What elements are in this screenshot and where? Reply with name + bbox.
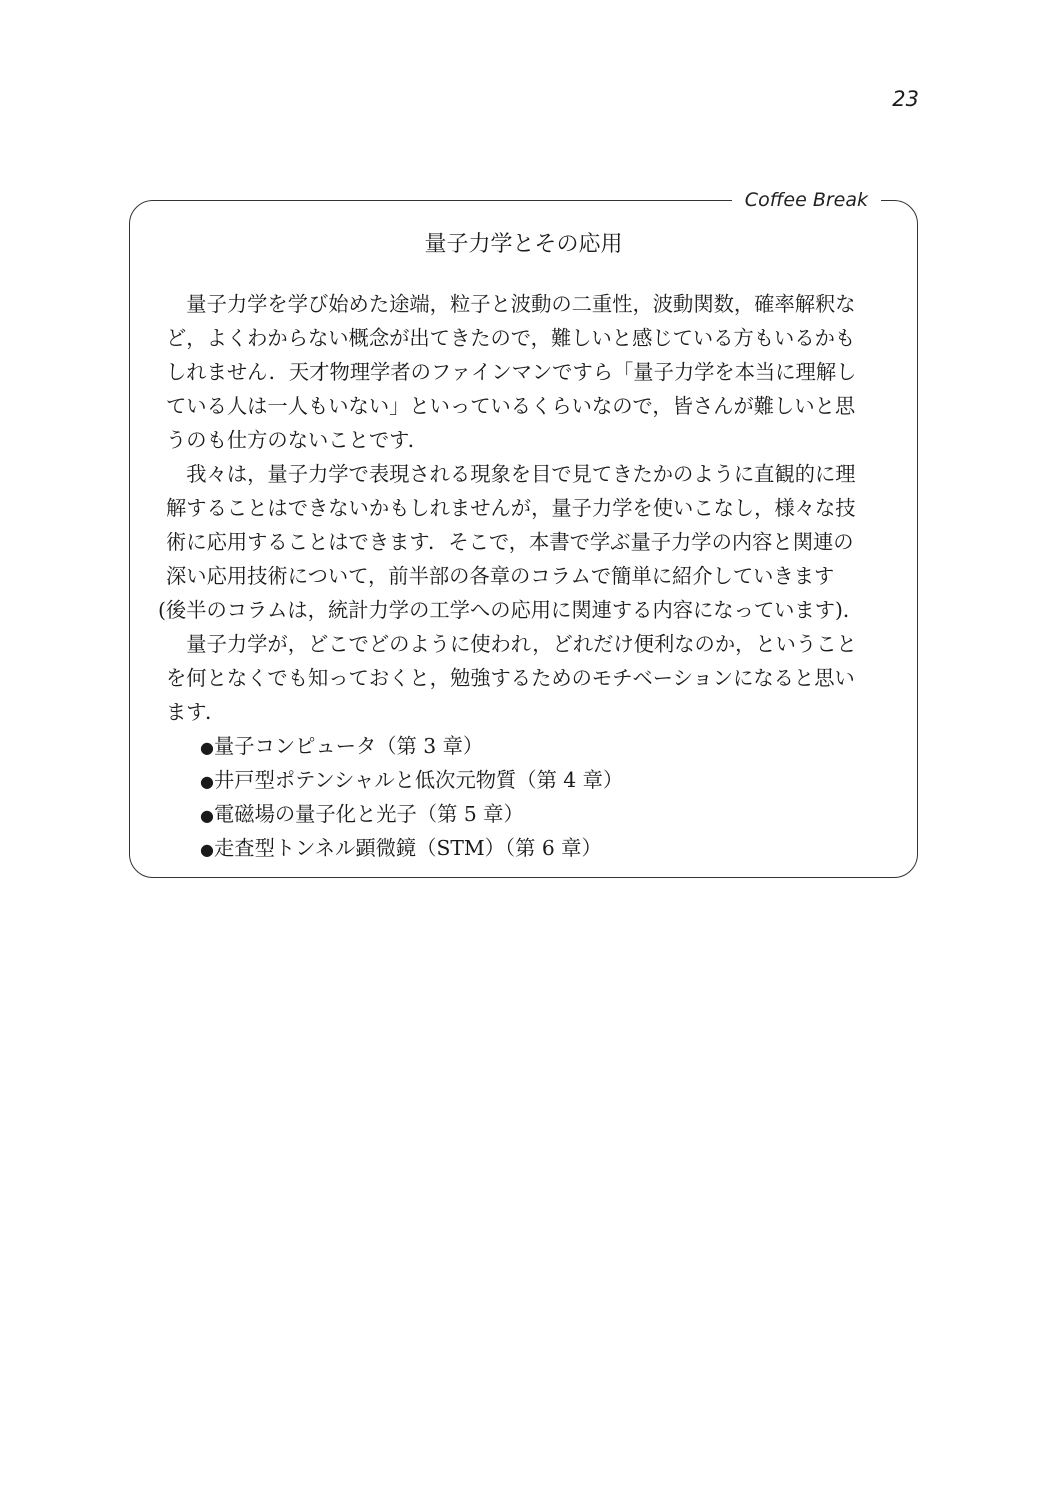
list-item-label: 電磁場の量子化と光子（第 5 章） xyxy=(214,802,524,826)
body-line: 術に応用することはできます．そこで，本書で学ぶ量子力学の内容と関連の xyxy=(166,530,854,554)
application-list xyxy=(130,729,870,865)
body-line: 我々は，量子力学で表現される現象を目で見てきたかのように直観的に理 xyxy=(166,462,856,486)
bullet-icon: ● xyxy=(200,806,214,825)
body-line: 深い応用技術について，前半部の各章のコラムで簡単に紹介していきます xyxy=(166,564,835,588)
column-body xyxy=(130,287,870,865)
bullet-icon: ● xyxy=(200,738,214,757)
list-item xyxy=(130,831,870,865)
list-item xyxy=(130,763,870,797)
body-line: (後半のコラムは，統計力学の工学への応用に関連する内容になっています)． xyxy=(158,598,864,622)
body-line: を何となくでも知っておくと，勉強するためのモチベーションになると思い xyxy=(166,666,855,690)
list-item-label: 井戸型ポテンシャルと低次元物質（第 4 章） xyxy=(214,768,624,792)
page-number: 23 xyxy=(892,87,919,111)
coffee-break-tag: Coffee Break xyxy=(732,186,881,214)
body-line: 量子力学を学び始めた途端，粒子と波動の二重性，波動関数，確率解釈な xyxy=(166,292,856,316)
column-title: 量子力学とその応用 xyxy=(424,232,623,257)
coffee-break-box xyxy=(129,189,918,878)
bullet-icon: ● xyxy=(200,840,214,859)
bullet-icon: ● xyxy=(200,772,214,791)
body-line: 量子力学が，どこでどのように使われ，どれだけ便利なのか，ということ xyxy=(166,632,857,656)
body-line: 解することはできないかもしれませんが，量子力学を使いこなし，様々な技 xyxy=(166,496,856,520)
list-item-label: 量子コンピュータ（第 3 章） xyxy=(214,734,484,758)
body-line: ど，よくわからない概念が出てきたので，難しいと感じている方もいるかも xyxy=(166,326,856,350)
list-item xyxy=(130,797,870,831)
body-line: しれません．天才物理学者のファインマンですら「量子力学を本当に理解し xyxy=(166,360,857,384)
body-line: うのも仕方のないことです． xyxy=(166,428,429,452)
list-item xyxy=(130,729,870,763)
body-line: ます． xyxy=(166,700,226,724)
list-item-label: 走査型トンネル顕微鏡（STM）（第 6 章） xyxy=(214,836,602,860)
body-line: ている人は一人もいない」といっているくらいなので，皆さんが難しいと思 xyxy=(166,394,856,418)
